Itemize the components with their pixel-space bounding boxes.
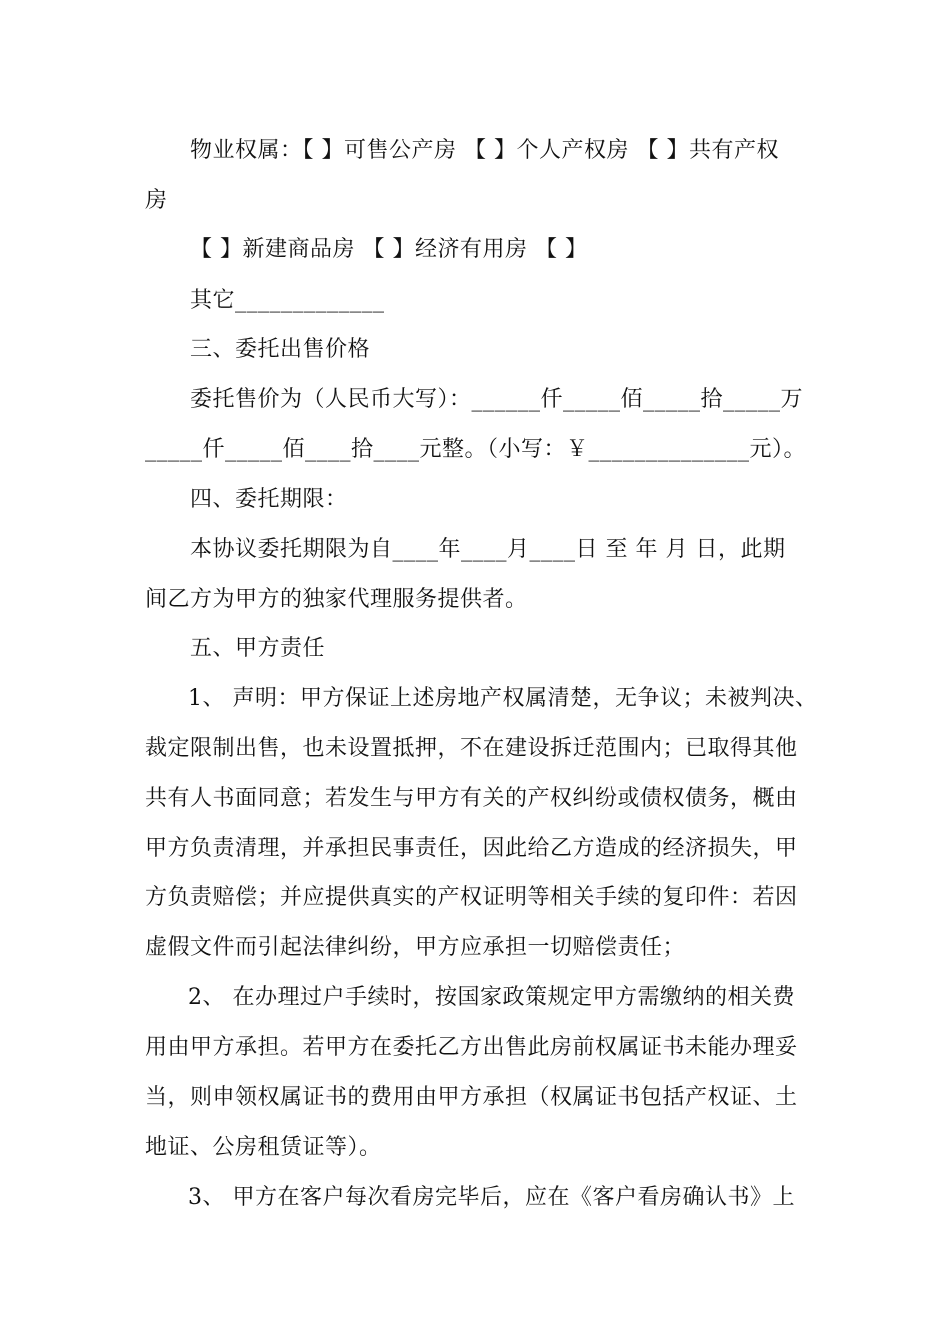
clause-1-line-1: 1、 声明：甲方保证上述房地产权属清楚，无争议；未被判决、: [188, 686, 818, 711]
property-type-line: 【 】新建商品房 【 】经济有用房 【 】: [190, 237, 588, 262]
section-5-heading: 五、甲方责任: [190, 636, 326, 661]
clause-1-line-5: 方负责赔偿；并应提供真实的产权证明等相关手续的复印件：若因: [145, 885, 798, 910]
section-3-heading: 三、委托出售价格: [190, 337, 371, 362]
clause-3-line-1: 3、 甲方在客户每次看房完毕后，应在《客户看房确认书》上: [188, 1185, 795, 1210]
clause-2-line-2: 用由甲方承担。若甲方在委托乙方出售此房前权属证书未能办理妥: [145, 1035, 798, 1060]
clause-1-line-4: 甲方负责清理，并承担民事责任，因此给乙方造成的经济损失，甲: [145, 836, 798, 861]
price-line: 委托售价为（人民币大写）：______仟_____佰_____拾_____万: [190, 387, 804, 412]
property-ownership-line: 物业权属：【 】可售公产房 【 】个人产权房 【 】共有产权: [190, 138, 779, 163]
term-line: 本协议委托期限为自____年____月____日 至 年 月 日，此期: [190, 537, 786, 562]
term-line-cont: 间乙方为甲方的独家代理服务提供者。: [145, 587, 528, 612]
price-line-cont: _____仟_____佰____拾____元整。（小写：￥______________元）。: [145, 437, 807, 462]
other-line: 其它_____________: [190, 288, 385, 313]
property-ownership-line-cont: 房: [145, 188, 168, 213]
clause-2-line-1: 2、 在办理过户手续时，按国家政策规定甲方需缴纳的相关费: [188, 985, 795, 1010]
clause-1-line-6: 虚假文件而引起法律纠纷，甲方应承担一切赔偿责任；: [145, 935, 686, 960]
section-4-heading: 四、委托期限：: [190, 487, 348, 512]
clause-2-line-3: 当，则申领权属证书的费用由甲方承担（权属证书包括产权证、土: [145, 1085, 798, 1110]
clause-2-line-4: 地证、公房租赁证等）。: [145, 1135, 382, 1160]
clause-1-line-3: 共有人书面同意；若发生与甲方有关的产权纠纷或债权债务，概由: [145, 786, 798, 811]
clause-1-line-2: 裁定限制出售，也未设置抵押，不在建设拆迁范围内；已取得其他: [145, 736, 798, 761]
